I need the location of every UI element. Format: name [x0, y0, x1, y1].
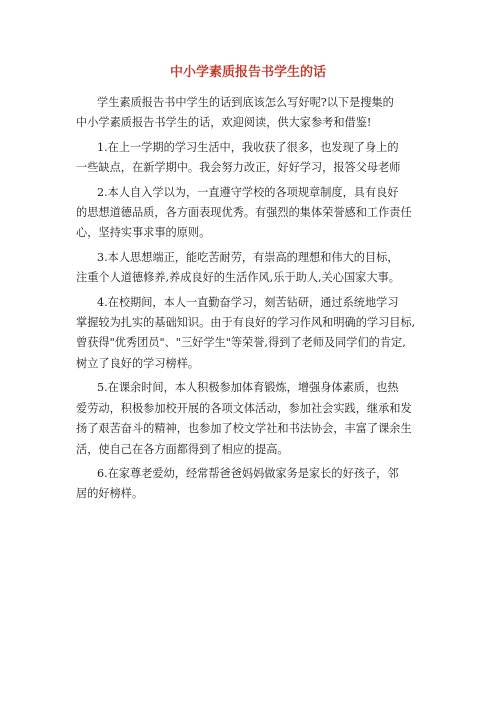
paragraph-item-4 — [76, 293, 426, 375]
paragraph-line: 3.本人思想端正，能吃苦耐劳，有崇高的理想和伟大的目标， — [97, 250, 399, 264]
paragraph-line: 注重个人道德修养,养成良好的生活作风,乐于助人,关心国家大事。 — [76, 271, 400, 285]
paragraph-line: 心，坚持实事求事的原则。 — [76, 226, 211, 240]
paragraph-item-6 — [76, 464, 426, 505]
paragraph-line: 活，使自己在各方面都得到了相应的提高。 — [76, 442, 289, 456]
paragraph-line: 居的好榜样。 — [76, 487, 144, 501]
paragraph-line: 扬了艰苦奋斗的精神，也参加了校文学社和书法协会，丰富了课余生 — [76, 422, 412, 436]
paragraph-item-2 — [76, 183, 426, 244]
paragraph-item-5 — [76, 378, 426, 460]
paragraph-line: 学生素质报告书中学生的话到底该怎么写好呢?以下是搜集的 — [97, 96, 394, 109]
paragraph-item-1 — [76, 138, 426, 179]
paragraph-line: 树立了良好的学习榜样。 — [76, 356, 200, 370]
paragraph-line: 爱劳动，积极参加校开展的各项文体活动，参加社会实践，继承和发 — [76, 401, 412, 415]
paragraph-line: 曾获得"优秀团员"、"三好学生"等荣誉,得到了老师及同学们的肯定, — [76, 336, 406, 350]
paragraph-line: 掌握较为扎实的基础知识。由于有良好的学习作风和明确的学习目标, — [76, 316, 416, 330]
paragraph-line: 一些缺点，在新学期中。我会努力改正，好好学习，报答父母老师 — [76, 161, 401, 175]
paragraph-item-3 — [76, 248, 426, 289]
paragraph-line: 5.在课余时间，本人积极参加体育锻炼，增强身体素质，也热 — [97, 381, 399, 395]
paragraph-line: 2.本人自入学以为，一直遵守学校的各项规章制度，具有良好 — [97, 185, 399, 199]
paragraph-line: 中小学素质报告书学生的话，欢迎阅读，供大家参考和借鉴! — [76, 116, 372, 130]
paragraph-line: 4.在校期间，本人一直勤奋学习，刻苦钻研，通过系统地学习 — [97, 295, 399, 309]
paragraph-line: 6.在家尊老爱幼，经常帮爸爸妈妈做家务是家长的好孩子，邻 — [97, 466, 399, 480]
document-body — [76, 93, 426, 509]
paragraph-line: 的思想道德品质，各方面表现优秀。有强烈的集体荣誉感和工作责任 — [76, 206, 412, 220]
paragraph-line: 1.在上一学期的学习生活中，我收获了很多，也发现了身上的 — [97, 140, 399, 154]
paragraph-intro — [76, 93, 426, 134]
document-title: 中小学素质报告书学生的话 — [169, 65, 326, 80]
